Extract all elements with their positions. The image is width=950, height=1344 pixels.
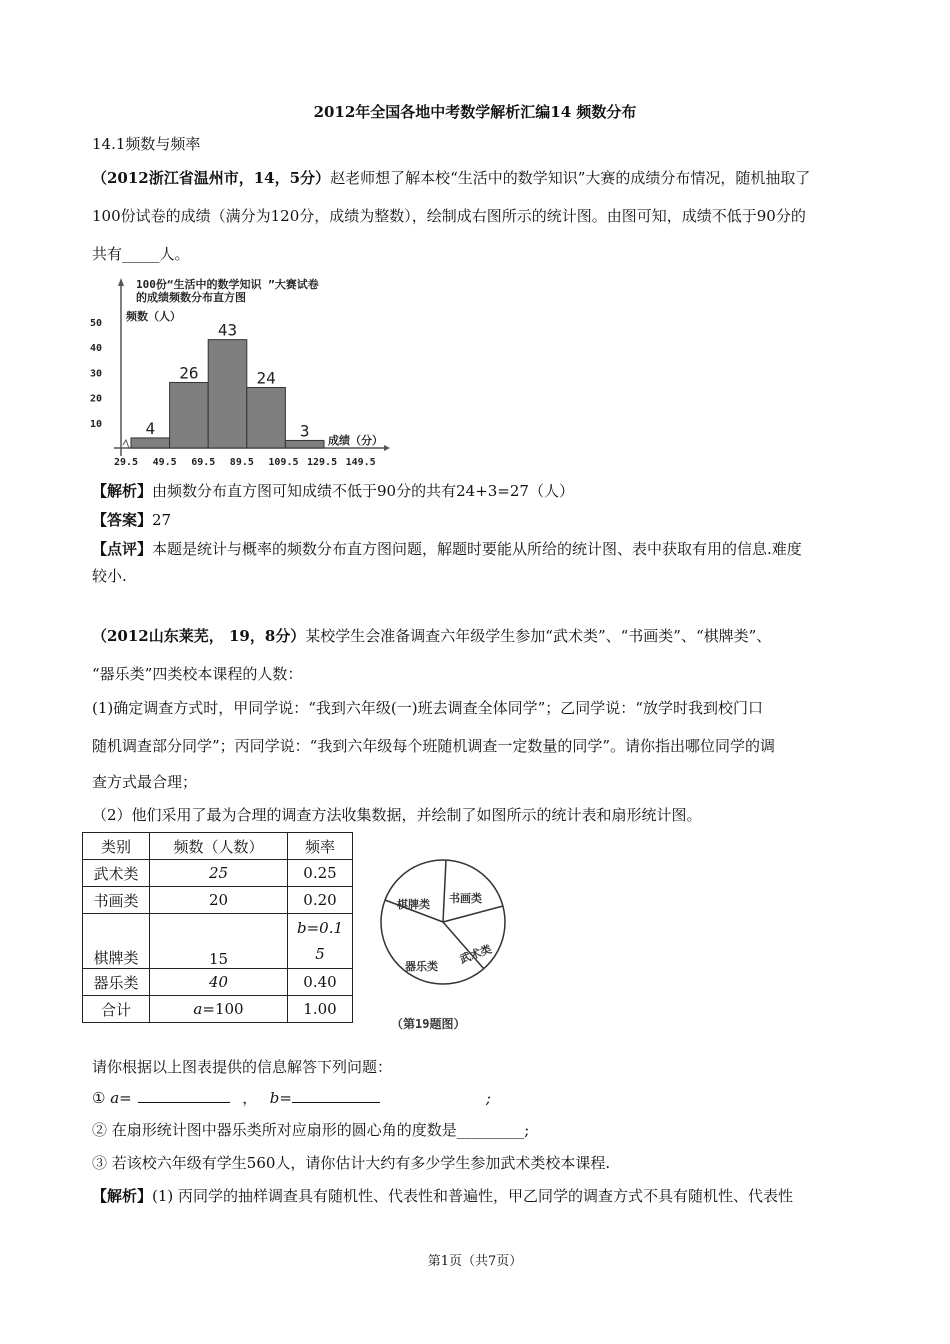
table-cell: 0.40	[288, 969, 353, 996]
table-header-cell: 频数（人数）	[150, 833, 288, 860]
page-footer: 第1页（共7页）	[427, 1254, 523, 1269]
bar-value-label: 3	[299, 421, 310, 441]
table-header-row	[83, 833, 353, 860]
q2-ask: 请你根据以上图表提供的信息解答下列问题：	[92, 1058, 393, 1076]
table-cell: 1.00	[288, 996, 353, 1023]
x-tick-label: 129.5	[307, 457, 338, 468]
q2-part2: （2）他们采用了最为合理的调查方法收集数据，并绘制了如图所示的统计表和扇形统计图。	[92, 806, 702, 824]
x-tick-label: 69.5	[191, 457, 216, 468]
bar-value-label: 43	[217, 320, 238, 340]
q2-line-2: “器乐类”四类校本课程的人数：	[92, 665, 303, 683]
histogram-bar	[131, 438, 170, 448]
q2-question-b: ② 在扇形统计图中器乐类所对应扇形的圆心角的度数是_________;	[92, 1121, 530, 1139]
q1-source: （2012浙江省温州市，14，5分）	[92, 169, 331, 187]
y-tick-label: 50	[90, 318, 103, 329]
x-tick-label: 149.5	[345, 457, 376, 468]
y-tick-label: 10	[90, 418, 103, 430]
chart-title-line-1: 100份“生活中的数学知识 ”大赛试卷	[136, 278, 319, 291]
pie-divider	[443, 860, 446, 922]
circle-number-1: ①	[92, 1089, 111, 1107]
q1-analysis	[92, 480, 574, 501]
q1-comment	[92, 538, 802, 559]
histogram-bar	[170, 382, 209, 448]
y-tick-label: 20	[90, 393, 103, 405]
table-row	[83, 914, 353, 969]
q2-part1-a: (1)确定调查方式时，甲同学说：“我到六年级(一)班去调查全体同学”；乙同学说：“放学时我到校门口	[92, 699, 763, 717]
table-cell: 棋牌类	[83, 914, 150, 969]
axis-break	[123, 440, 129, 448]
table-row	[83, 969, 353, 996]
q1-line-2: 100份试卷的成绩（满分为120分，成绩为整数），绘制成右图所示的统计图。由图可知，成绩不低于90分的	[92, 207, 806, 225]
q2-line-1	[92, 625, 771, 646]
table-cell: 书画类	[83, 887, 150, 914]
table-row	[83, 996, 353, 1023]
histogram-bar	[208, 340, 247, 448]
a-value: =100	[202, 1000, 244, 1018]
stats-table	[82, 832, 353, 1023]
table-cell: 0.20	[288, 887, 353, 914]
a-blank	[138, 1102, 230, 1103]
pie-label-shuhua: 书画类	[449, 892, 482, 905]
pie-label-qipai: 棋牌类	[397, 898, 430, 911]
q1-answer	[92, 509, 171, 530]
table-cell: 40	[150, 969, 288, 996]
q1-analysis-tag: 【解析】	[92, 482, 153, 500]
q2-part1-c: 查方式最合理；	[92, 773, 198, 791]
table-row	[83, 887, 353, 914]
table-cell: 15	[150, 914, 288, 969]
y-axis-arrow	[118, 278, 124, 286]
x-tick-label: 89.5	[229, 457, 254, 468]
bar-value-label: 26	[179, 363, 199, 383]
x-tick-label: 109.5	[268, 457, 299, 468]
pie-divider	[443, 906, 503, 922]
q1-answer-text: 27	[152, 511, 172, 529]
page-title: 2012年全国各地中考数学解析汇编14 频数分布	[313, 103, 637, 121]
table-header-cell: 频率	[288, 833, 353, 860]
table-cell: 武术类	[83, 860, 150, 887]
table-row	[83, 860, 353, 887]
histogram-bar	[247, 388, 286, 448]
pie-chart	[375, 852, 525, 1042]
table-cell: a=100	[150, 996, 288, 1023]
pie-caption: （第19题图）	[391, 1017, 466, 1031]
q2-text-1: 某校学生会准备调查六年级学生参加“武术类”、“书画类”、“棋牌类”、	[305, 627, 772, 645]
q1-comment-2: 较小.	[92, 567, 127, 585]
b-blank	[292, 1102, 380, 1103]
section-heading: 14.1频数与频率	[92, 135, 201, 153]
x-axis-arrow	[384, 445, 390, 451]
a-label: a=	[110, 1089, 132, 1107]
q1-answer-tag: 【答案】	[92, 511, 153, 529]
table-cell: 25	[150, 860, 288, 887]
q2-part1-b: 随机调查部分同学”；丙同学说：“我到六年级每个班随机调查一定数量的同学”。请你指出哪位同学的调	[92, 737, 776, 755]
x-tick-label: 29.5	[114, 457, 139, 468]
q1-comment-text: 本题是统计与概率的频数分布直方图问题，解题时要能从所给的统计图、表中获取有用的信息.难度	[152, 540, 802, 558]
q1-analysis-text: 由频数分布直方图可知成绩不低于90分的共有24+3=27（人）	[152, 482, 574, 500]
table-cell: 器乐类	[83, 969, 150, 996]
bar-value-label: 4	[145, 418, 156, 438]
histogram-chart	[84, 272, 414, 472]
table-cell: 0.25	[288, 860, 353, 887]
q2-question-a: ① a= ， b= ;	[92, 1089, 491, 1107]
table-header-cell: 类别	[83, 833, 150, 860]
table-cell: 合计	[83, 996, 150, 1023]
table-cell-b	[288, 914, 353, 969]
q1-line-1	[92, 167, 810, 188]
q2-analysis	[92, 1185, 793, 1206]
x-tick-label: 49.5	[152, 457, 177, 468]
table-cell: 20	[150, 887, 288, 914]
b-label: b=	[269, 1089, 292, 1107]
pie-label-yuequ: 器乐类	[405, 960, 438, 973]
histogram-bar	[285, 440, 324, 448]
q1-line-3: 共有_____人。	[92, 245, 190, 263]
y-tick-label: 30	[90, 368, 103, 380]
y-tick-label: 40	[90, 343, 103, 355]
bar-value-label: 24	[256, 368, 276, 388]
pie-label-wushu: 武术类	[457, 942, 494, 967]
b-value-line-1: b=0.1	[296, 919, 344, 937]
q2-analysis-text: (1) 丙同学的抽样调查具有随机性、代表性和普遍性，甲乙同学的调查方式不具有随机性、代表性	[152, 1187, 794, 1205]
b-value-line-2: 5	[315, 945, 325, 963]
q2-source: （2012山东莱芜， 19，8分）	[92, 627, 306, 645]
q1-comment-tag: 【点评】	[92, 540, 153, 558]
y-axis-label: 频数（人）	[126, 310, 181, 323]
x-axis-label: 成绩（分）	[328, 434, 383, 447]
q2-analysis-tag: 【解析】	[92, 1187, 153, 1205]
chart-title-line-2: 的成绩频数分布直方图	[136, 291, 246, 304]
q1-text-1: 赵老师想了解本校“生活中的数学知识”大赛的成绩分布情况，随机抽取了	[330, 169, 811, 187]
q2-question-c: ③ 若该校六年级有学生560人，请你估计大约有多少学生参加武术类校本课程.	[92, 1154, 611, 1172]
semicolon: ;	[485, 1089, 491, 1107]
